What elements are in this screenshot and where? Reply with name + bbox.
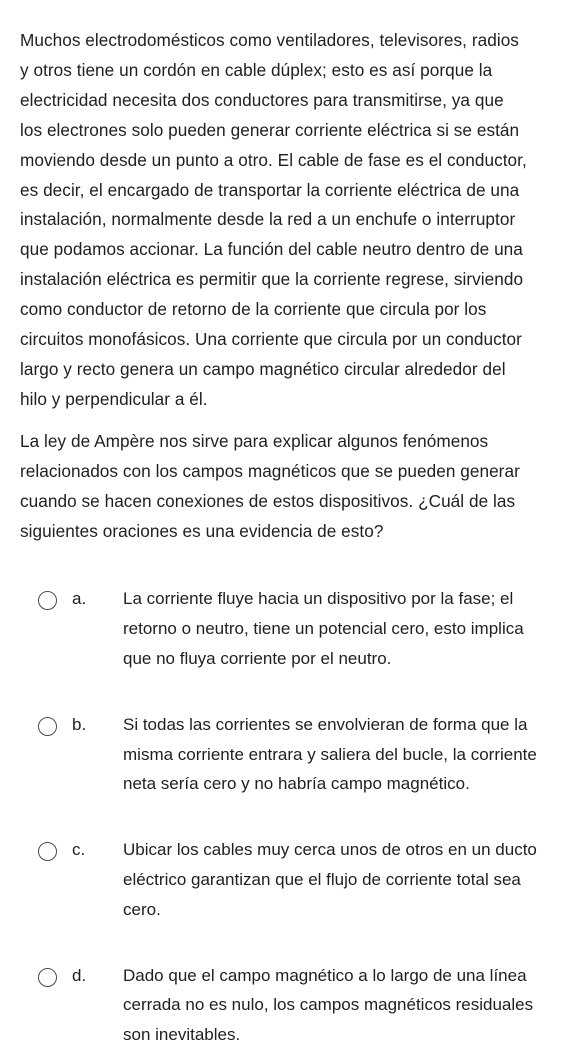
- option-letter-c: c.: [72, 840, 86, 860]
- option-text-d: Dado que el campo magnético a lo largo de una línea cerrada no es nulo, los campos magnéticos residuales son inevitables.: [123, 965, 534, 1045]
- question-context-paragraph: Muchos electrodomésticos como ventiladores, televisores, radios y otros tiene un cordón en cable dúplex; esto es así porque la electricidad necesita dos conductores para transmitirse, ya que los electrones solo pueden generar corriente eléctrica si se están moviendo desde un punto a otro. El cable de fase es el conductor, es decir, el encargado de transportar la corriente eléctrica de una instalación, normalmente desde la red a un enchufe o interruptor que podamos accionar. La función del cable neutro dentro de una instalación eléctrica es permitir que la corriente regrese, sirviendo como conductor de retorno de la corriente que circula por los circuitos monofásicos. Una corriente que circula por un conductor largo y recto genera un campo magnético circular alrededor del hilo y perpendicular a él.: [20, 30, 527, 409]
- option-text-c: Ubicar los cables muy cerca unos de otros en un ducto eléctrico garantizan que el flujo de corriente total sea cero.: [123, 840, 537, 919]
- option-letter-d: d.: [72, 965, 87, 985]
- radio-button-c[interactable]: [38, 842, 57, 861]
- option-d[interactable]: [20, 961, 564, 1050]
- radio-button-a[interactable]: [38, 591, 57, 610]
- option-text-b: Si todas las corrientes se envolvieran de forma que la misma corriente entrara y saliera del bucle, la corriente neta sería cero y no habría campo magnético.: [123, 714, 537, 794]
- option-c[interactable]: [20, 835, 564, 924]
- option-letter-b: b.: [72, 714, 87, 734]
- answer-options: [20, 584, 564, 1050]
- option-b[interactable]: [20, 710, 564, 799]
- option-text-a: La corriente fluye hacia un dispositivo por la fase; el retorno o neutro, tiene un potencial cero, esto implica que no fluya corriente por el neutro.: [123, 589, 524, 668]
- option-a[interactable]: [20, 584, 564, 673]
- question-prompt-paragraph: La ley de Ampère nos sirve para explicar algunos fenómenos relacionados con los campos magnéticos que se pueden generar cuando se hacen conexiones de estos dispositivos. ¿Cuál de las siguientes oraciones es una evidencia de esto?: [20, 430, 520, 541]
- option-letter-a: a.: [72, 589, 87, 609]
- radio-button-b[interactable]: [38, 717, 57, 736]
- radio-button-d[interactable]: [38, 968, 57, 987]
